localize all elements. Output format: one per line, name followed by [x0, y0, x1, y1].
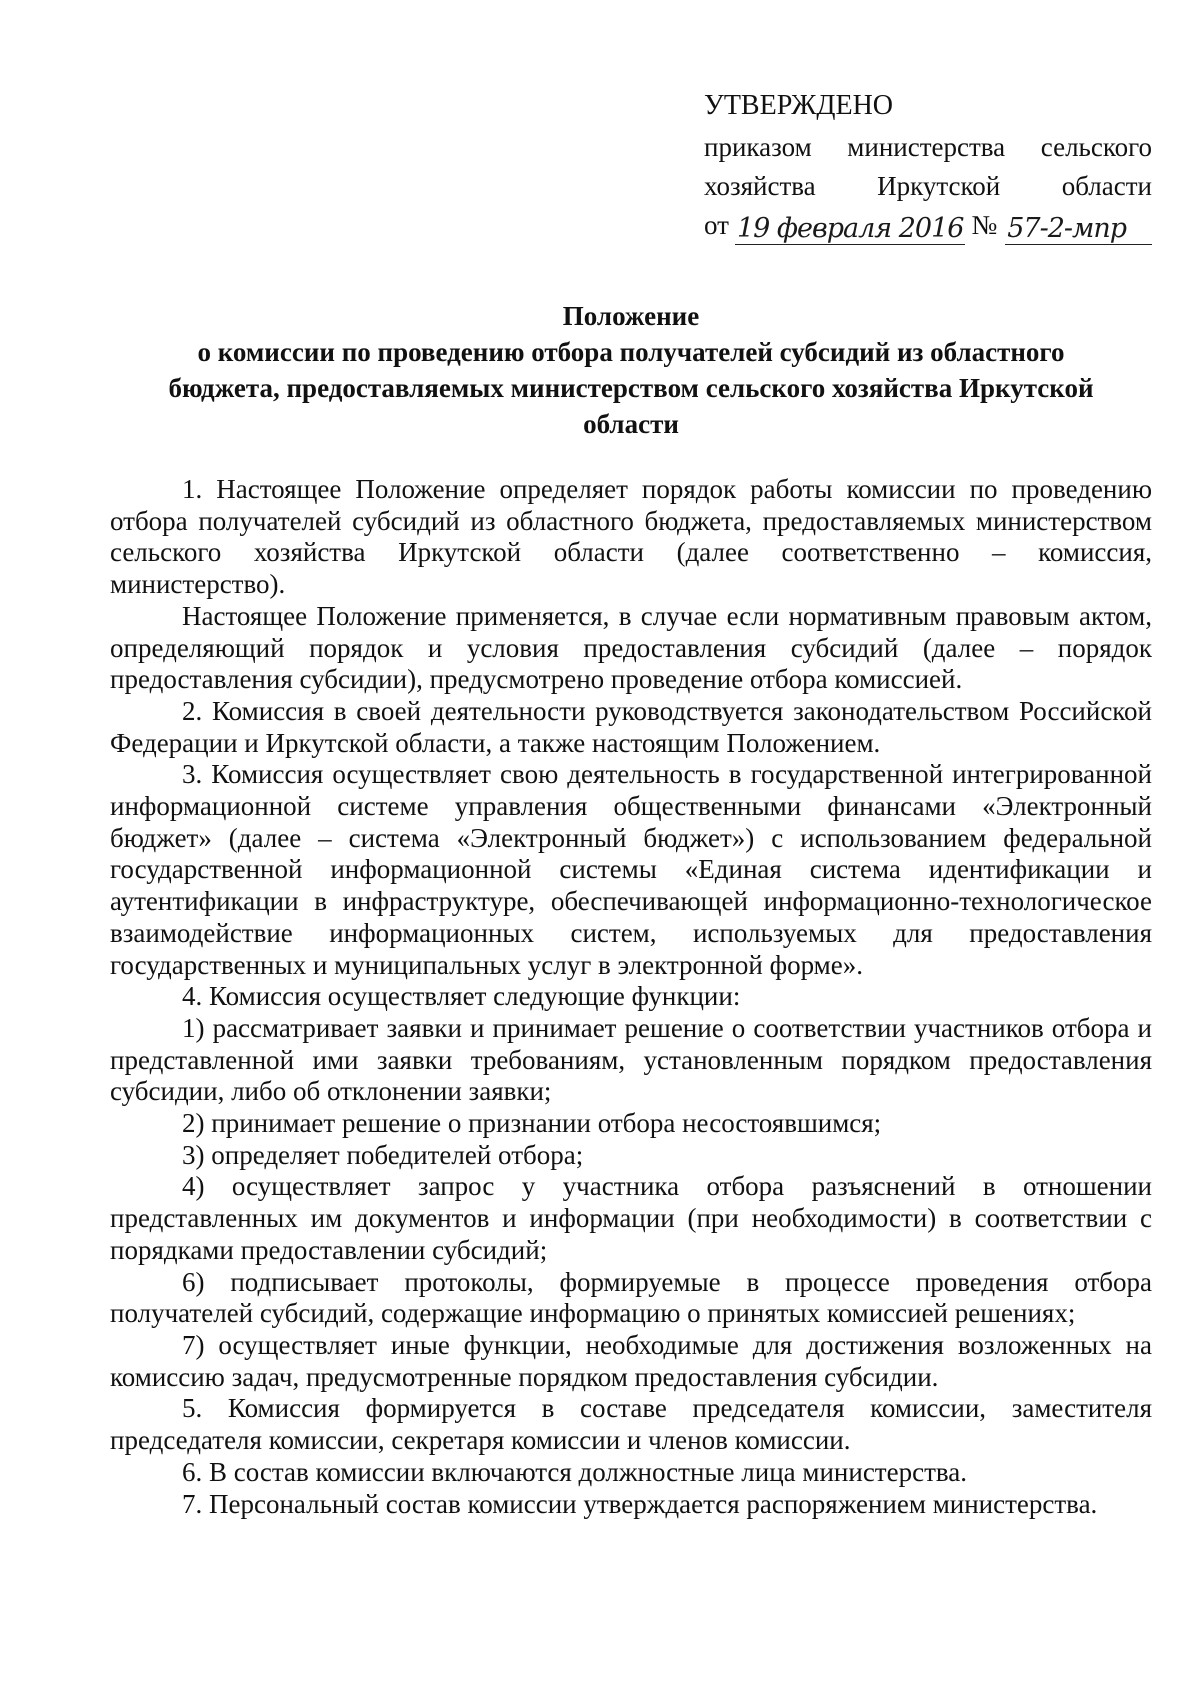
paragraph-2: 2. Комиссия в своей деятельности руководствуется законодательством Российской Федерации и Иркутской области, а также настоящим Положением. [110, 695, 1152, 758]
list-item-3: 3) определяет победителей отбора; [182, 1139, 584, 1170]
paragraph-5: 5. Комиссия формируется в составе председателя комиссии, заместителя председателя комиссии, секретаря комиссии и членов комиссии. [110, 1393, 1152, 1456]
approval-line-1: приказом министерства сельского [704, 132, 1152, 162]
list-item-2: 2) принимает решение о признании отбора несостоявшимся; [182, 1108, 882, 1139]
title-line-3: бюджета, предоставляемых министерством сельского хозяйства Иркутской [168, 373, 1094, 403]
date-prefix: от [704, 210, 729, 240]
number-sign: № [971, 210, 998, 240]
document-body [110, 474, 1152, 1520]
list-item-4: 4) осуществляет запрос у участника отбора разъяснений в отношении представленных им документов и информации (при необходимости) в соответствии с порядками предоставлении субсидий; [110, 1171, 1152, 1265]
approval-stamp [704, 84, 1152, 245]
paragraph-4: 4. Комиссия осуществляет следующие функции: [182, 981, 741, 1012]
paragraph-1-continued: Настоящее Положение применяется, в случае если нормативным правовым актом, определяющий порядок и условия предоставления субсидий (далее – порядок предоставления субсидии), предусмотрено проведение отбора комиссией. [110, 600, 1152, 695]
document-title [110, 298, 1152, 442]
paragraph-6: 6. В состав комиссии включаются должностные лица министерства. [182, 1456, 967, 1487]
list-item-7: 7) осуществляет иные функции, необходимые для достижения возложенных на комиссию задач, предусмотренные порядком предоставления субсидии. [110, 1329, 1152, 1392]
handwritten-date: 19 февраля 2016 [736, 213, 964, 244]
title-line-4: области [583, 409, 679, 439]
list-item-1: 1) рассматривает заявки и принимает решение о соответствии участников отбора и представленной ими заявки требованиям, установленным порядком предоставления субсидии, либо об отклонении заявки; [110, 1012, 1152, 1107]
title-line-2: о комиссии по проведению отбора получателей субсидий из областного [197, 337, 1065, 367]
paragraph-1: 1. Настоящее Положение определяет порядок работы комиссии по проведению отбора получателей субсидий из областного бюджета, предоставляемых министерством сельского хозяйства Иркутской области (далее соответственно – комиссия, министерство). [110, 474, 1152, 600]
approval-line-2: хозяйства Иркутской области [704, 171, 1152, 201]
paragraph-3: 3. Комиссия осуществляет свою деятельность в государственной интегрированной информационной системе управления общественными финансами «Электронный бюджет» (далее – система «Электронный бюджет») с использованием федеральной государственной информационной системы «Единая система идентификации и аутентификации в инфраструктуре, обеспечивающей информационно-технологическое взаимодействие информационных систем, используемых для предоставления государственных и муниципальных услуг в электронной форме». [110, 759, 1152, 980]
title-line-1: Положение [562, 301, 700, 331]
approval-date-line [704, 206, 1152, 245]
list-item-6: 6) подписывает протоколы, формируемые в процессе проведения отбора получателей субсидий, содержащие информацию о принятых комиссией решениях; [110, 1266, 1152, 1329]
approval-heading: УТВЕРЖДЕНО [704, 90, 894, 121]
handwritten-order-number: 57-2-мпр [1005, 214, 1152, 245]
paragraph-7: 7. Персональный состав комиссии утверждается распоряжением министерства. [182, 1488, 1098, 1519]
